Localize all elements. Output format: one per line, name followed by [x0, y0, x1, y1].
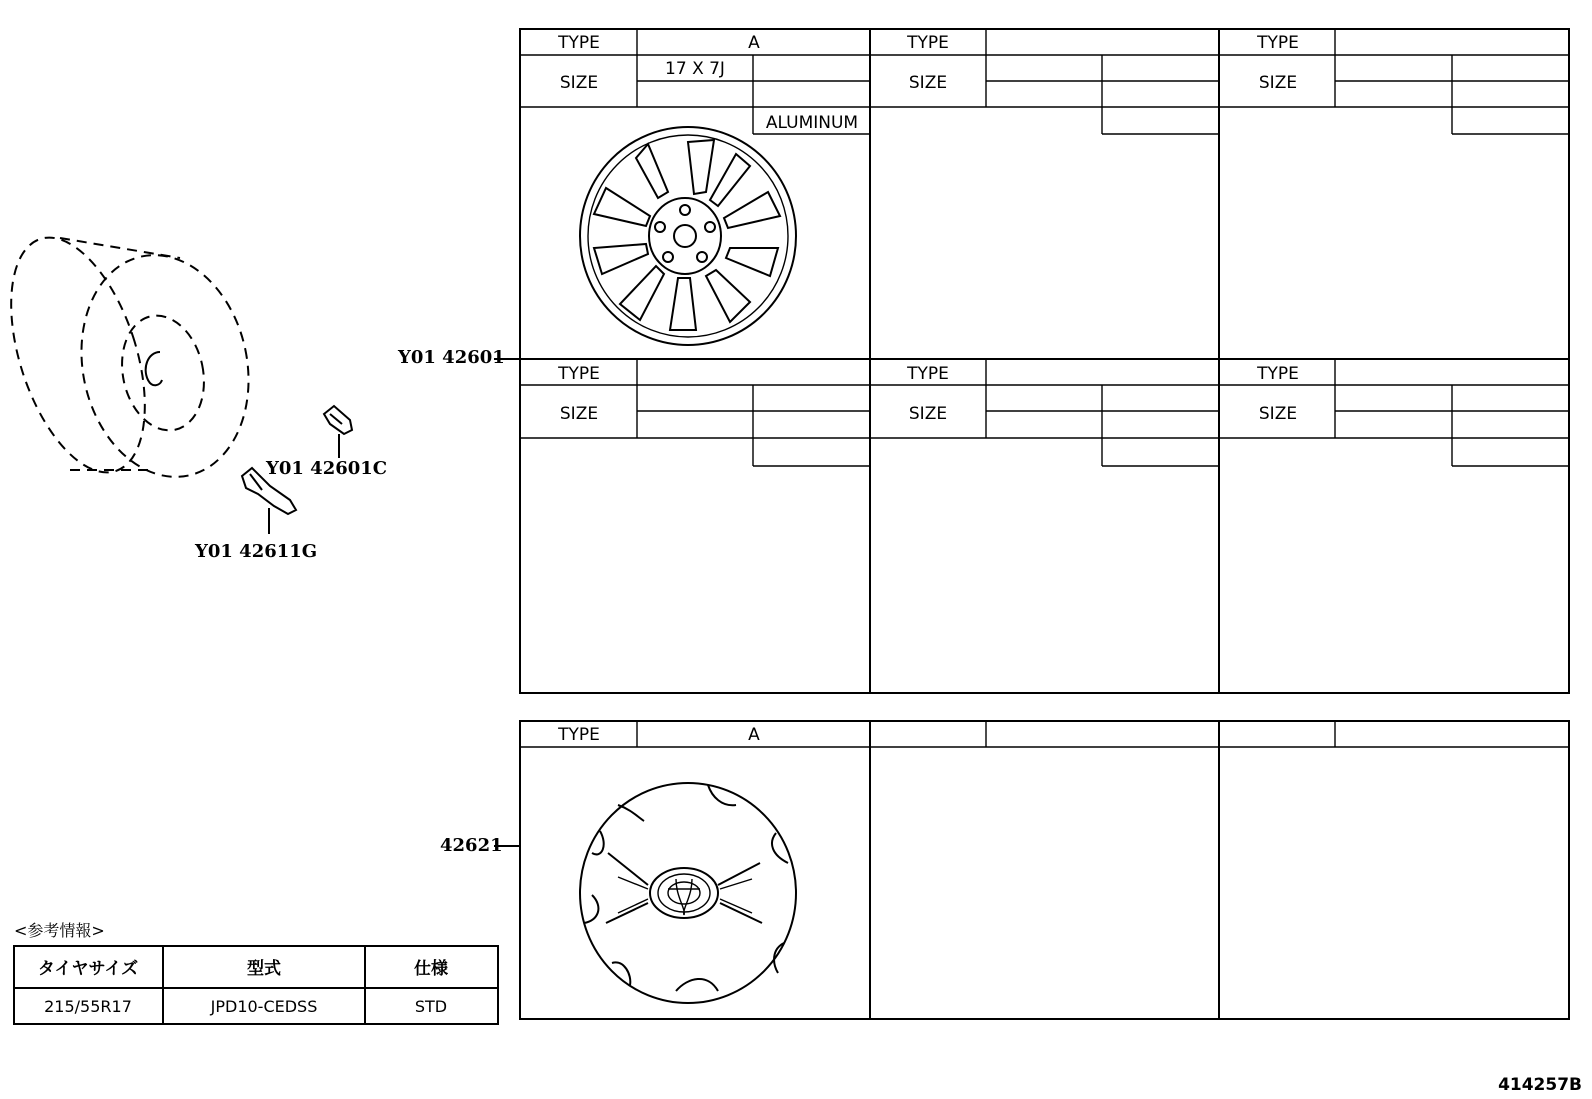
- cover-1-type-value: A: [748, 725, 760, 745]
- wheel-1-material: ALUMINUM: [765, 113, 859, 133]
- callout-cover: 42621: [440, 835, 503, 856]
- callout-valve-cap: Y01 42601C: [266, 458, 388, 479]
- wheel-6-size-label: SIZE: [1258, 404, 1298, 424]
- reference-table: [14, 921, 498, 1024]
- figure-id: 414257B: [1498, 1075, 1582, 1095]
- wheel-5-type-label: TYPE: [907, 364, 949, 384]
- wheel-2-type-label: TYPE: [907, 33, 949, 53]
- aluminum-wheel-illustration: [580, 127, 796, 345]
- wheel-3-type-label: TYPE: [1257, 33, 1299, 53]
- wheel-3-size-label: SIZE: [1258, 73, 1298, 93]
- wheel-2-size-label: SIZE: [908, 73, 948, 93]
- reference-title: <参考情報>: [14, 921, 105, 940]
- cover-table: [520, 721, 1569, 1019]
- wheel-cover-illustration: [580, 783, 796, 1003]
- wheel-1-size-value: 17 X 7J: [665, 59, 725, 79]
- callout-valve: Y01 42611G: [195, 541, 318, 562]
- wheel-row2-grid: [520, 359, 1569, 466]
- reference-header-spec: 仕様: [414, 959, 448, 979]
- wheel-1-size-label: SIZE: [559, 73, 599, 93]
- wheel-4-type-label: TYPE: [558, 364, 600, 384]
- wheel-4-size-label: SIZE: [559, 404, 599, 424]
- callout-wheel: Y01 42601: [398, 347, 505, 368]
- reference-tire-size: 215/55R17: [44, 997, 132, 1016]
- reference-header-tire-size: タイヤサイズ: [37, 959, 139, 979]
- reference-model: JPD10-CEDSS: [210, 997, 318, 1016]
- wheel-5-size-label: SIZE: [908, 404, 948, 424]
- wheel-row1-grid: [520, 29, 1569, 134]
- cover-1-type-label: TYPE: [558, 725, 600, 745]
- wheel-1-type-value: A: [748, 33, 760, 53]
- reference-header-model: 型式: [247, 959, 281, 979]
- valve-cap-illustration: [324, 406, 352, 458]
- wheel-table: [520, 29, 1569, 693]
- wheel-6-type-label: TYPE: [1257, 364, 1299, 384]
- tire-illustration: [0, 221, 268, 493]
- wheel-1-type-label: TYPE: [558, 33, 600, 53]
- reference-spec: STD: [414, 997, 448, 1016]
